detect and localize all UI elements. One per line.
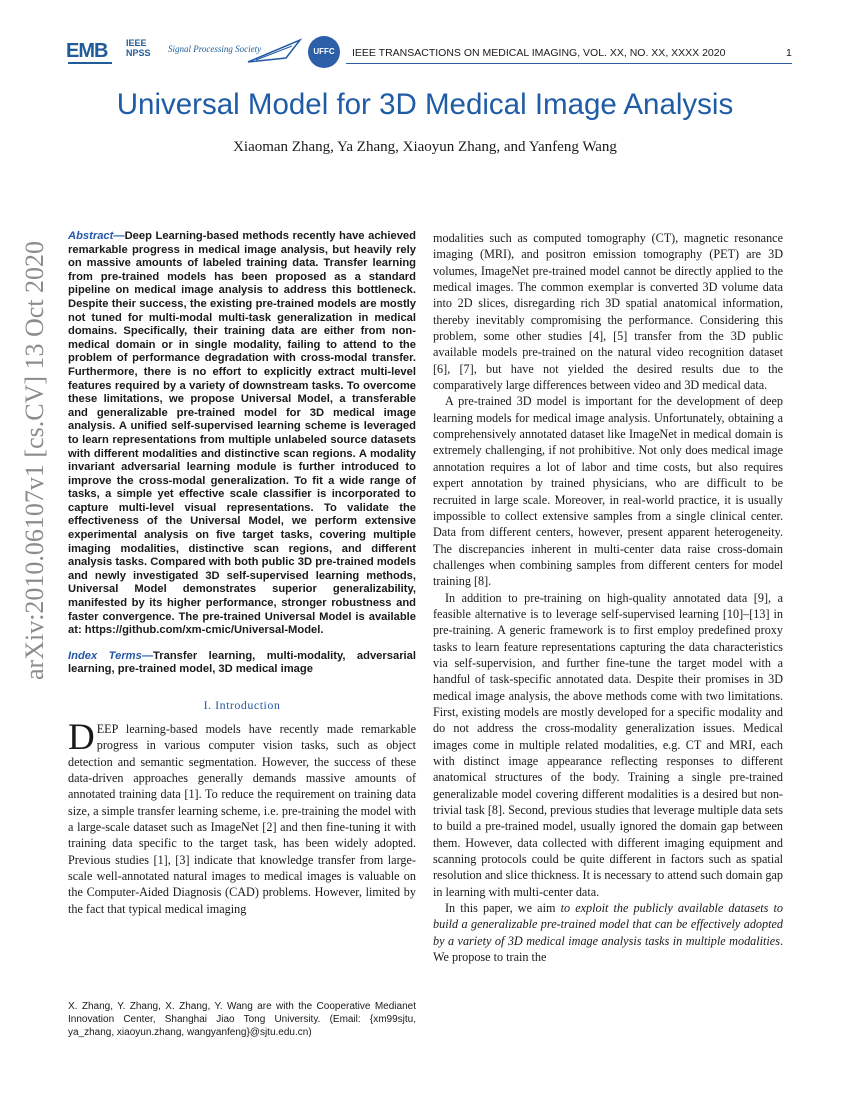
emb-logo: EMB — [66, 40, 108, 62]
index-terms-text: Transfer learning, multi-modality, adversarial learning, pre-trained model, 3D medical image — [68, 649, 416, 676]
running-head: IEEE TRANSACTIONS ON MEDICAL IMAGING, VOL. XX, NO. XX, XXXX 2020 — [352, 47, 726, 59]
index-terms-label: Index Terms — [68, 649, 142, 662]
abstract-text: Deep Learning-based methods recently have achieved remarkable progress in medical image analysis, but heavily rely on massive amounts of labeled training data. Transfer learning from pre-trained models has been proposed as a standard pipeline on medical image analysis to address this bottleneck. Despite their success, the existing pre-trained models are mostly not tuned for multi-modal multi-task generalization in medical domains. Specifically, their training data are either from non-medical domain or in single modality, failing to attend to the problem of performance degradation with cross-modal transfer. Furthermore, there is no effort to explicitly extract multi-level features required by a variety of downstream tasks. To overcome these limitations, we propose Universal Model, a transferable and generalizable pre-trained model for 3D medical image analysis. A unified self-supervised learning scheme is leveraged to learn representations from multiple unlabeled source datasets with different modalities and distinctive scan regions. A modality invariant adversarial learning module is further introduced to improve the cross-modal generalization. To fit a wide range of tasks, a simple yet effective scale classifier is incorporated to capture multi-level visual representations. To validate the effectiveness of the Universal Model, we perform extensive experimental analysis on five target tasks, covering multiple imaging modalities, distinctive scan regions, and different analysis tasks. Compared with both public 3D pre-trained models and newly investigated 3D self-supervised learning methods, Universal Model demonstrates superior generalizability, manifested by its higher performance, stronger robustness and faster convergence. The pre-trained Universal Model is available at: https://github.com/xm-cmic/Universal-Model. — [68, 230, 416, 637]
intro-paragraph-1: DEEP learning-based models have recently made remarkable progress in various computer vision tasks, such as object detection and semantic segmentation. However, the success of these data-driven approaches generally demands massive amounts of annotated training data [1]. To reduce the requirement on training data size, a simple transfer learning scheme, i.e. pre-training the model with a large-scale dataset such as ImageNet [2] and then fine-tuning it with training data specific to the target task, has been widely adopted. Previous studies [1], [3] indicate that knowledge transfer from large-scale well-annotated natural images to medical images is valuable on the Computer-Aided Diagnosis (CAD) problems. However, limited by the fact that typical medical imaging — [68, 717, 416, 916]
header-rule — [346, 63, 792, 64]
author-list: Xiaoman Zhang, Ya Zhang, Xiaoyun Zhang, and Yanfeng Wang — [233, 139, 617, 155]
abstract: Abstract—Deep Learning-based methods recently have achieved remarkable progress in medical image analysis, but heavily rely on massive amounts of labeled training data. Transfer learning from pre-trained models has been proposed as a standard pipeline on medical image analysis to address this bottleneck. Despite their success, the existing pre-trained models are mostly not tuned for multi-modal multi-task generalization in medical domains. Specifically, their training data are either from non-medical domain or in single modality, failing to attend to the problem of performance degradation with cross-modal transfer. Furthermore, there is no effort to explicitly extract multi-level features required by a variety of downstream tasks. To overcome these limitations, we propose Universal Model, a transferable and generalizable pre-trained model for 3D medical image analysis. A unified self-supervised learning scheme is leveraged to learn representations from multiple unlabeled source datasets with different modalities and distinctive scan regions. A modality invariant adversarial learning module is further introduced to improve the cross-modal generalization. To fit a wide range of tasks, a simple yet effective scale classifier is incorporated to capture multi-level visual representations. To validate the effectiveness of the Universal Model, we perform extensive experimental analysis on five target tasks, covering multiple imaging modalities, distinctive scan regions, and different analysis tasks. Compared with both public 3D pre-trained models and newly investigated 3D self-supervised learning methods, Universal Model demonstrates superior generalizability, manifested by its higher performance, stronger robustness and faster convergence. The pre-trained Universal Model is available at: https://github.com/xm-cmic/Universal-Model. — [68, 230, 416, 637]
affiliation-footnote: X. Zhang, Y. Zhang, X. Zhang, Y. Wang are with the Cooperative Medianet Innovation Center, Shanghai Jiao Tong University. (Email: {xm99sjtu, ya_zhang, xiaoyun.zhang, wangyanfeng}@sjtu.edu.cn) — [68, 1001, 416, 1038]
intro-paragraph-1-continued: modalities such as computed tomography (CT), magnetic resonance imaging (MRI), and positron emission tomography (PET) are 3D volumes, ImageNet pre-trained model cannot be directly applied to the medical images. The common exemplar is converted 3D volume data into 2D slices, disregarding rich 3D spatial anatomical information, thereby inevitably compromising the performance. Considering this problem, some other studies [4], [5] transfer from the 3D public available models pre-trained on the natural video recognition dataset [6], [7], but have not yielded the desired results due to the comparatively large differences between video and 3D medical data. — [433, 231, 783, 393]
drop-cap: D — [68, 717, 95, 758]
uffc-logo: UFFC — [308, 36, 340, 68]
arxiv-stamp: arXiv:2010.06107v1 [cs.CV] 13 Oct 2020 — [20, 240, 49, 680]
intro-paragraph-2: A pre-trained 3D model is important for the development of deep learning models for medical image analysis. Unfortunately, obtaining a comprehensively annotated dataset like ImageNet in medical domain is extremely challenging, if not prohibitive. Not only does medical image annotation requires a lot of labor and time costs, but also requires expert annotation by trained physicians, who are difficult to be recruited in large scale. Moreover, in real-world practice, it is usually impossible to collect extensive samples from a single clinical center. Data from different centers, however, present apparent heterogeneity. The discrepancies inherent in multi-center data raise cross-domain challenges when combining samples from different centers for model training [8]. — [433, 394, 783, 589]
ieee-wing-logo-icon — [246, 36, 302, 66]
abstract-label: Abstract — [68, 230, 114, 242]
npss-logo: IEEE NPSS — [126, 38, 151, 58]
paper-title: Universal Model for 3D Medical Image Analysis — [116, 88, 734, 121]
index-terms: Index Terms—Transfer learning, multi-modality, adversarial learning, pre-trained model, 3D medical image — [68, 649, 416, 676]
intro-paragraph-4: In this paper, we aim to exploit the publicly available datasets to build a generalizable pre-trained model that can be effectively adopted by a variety of 3D medical image analysis tasks in multiple modalities. We propose to train the — [433, 901, 783, 965]
section-heading-introduction: I. Introduction — [203, 698, 281, 712]
publisher-logos — [66, 36, 346, 70]
sps-logo: Signal Processing Society — [168, 44, 262, 54]
page-number: 1 — [786, 47, 792, 59]
intro-paragraph-3: In addition to pre-training on high-quality annotated data [9], a feasible alternative is to leverage self-supervised learning [10]–[13] in pre-training. A generic framework is to first employ predefined proxy tasks to learn feature representations capturing the data characteristics via self-supervision, and further fine-tune the target model with a handful of task-specific annotated data. Despite their promises in 3D medical image analysis, the above methods come with two limitations. First, existing models are mostly developed for a specific modality and do not address the cross-modality generalization issues. Medical images come in multiple related modalities, e.g. CT and MRI, each with distinct image appearance reflecting responses to different anatomical structures of the body. Training a single pre-trained generalizable model covering different modalities is a desired but non-trivial task [8]. Second, previous studies that leverage multiple data sets to build a pre-trained model, usually ignored the domain gap between them. However, data collected with different imaging equipment and scanning protocols could be quite different in factors such as spatial resolution and slice thickness. It is necessary to attend such domain gap in learning with multi-center data. — [433, 590, 783, 899]
right-column — [433, 230, 783, 965]
emb-logo-underline — [68, 62, 112, 64]
left-column — [68, 230, 416, 917]
